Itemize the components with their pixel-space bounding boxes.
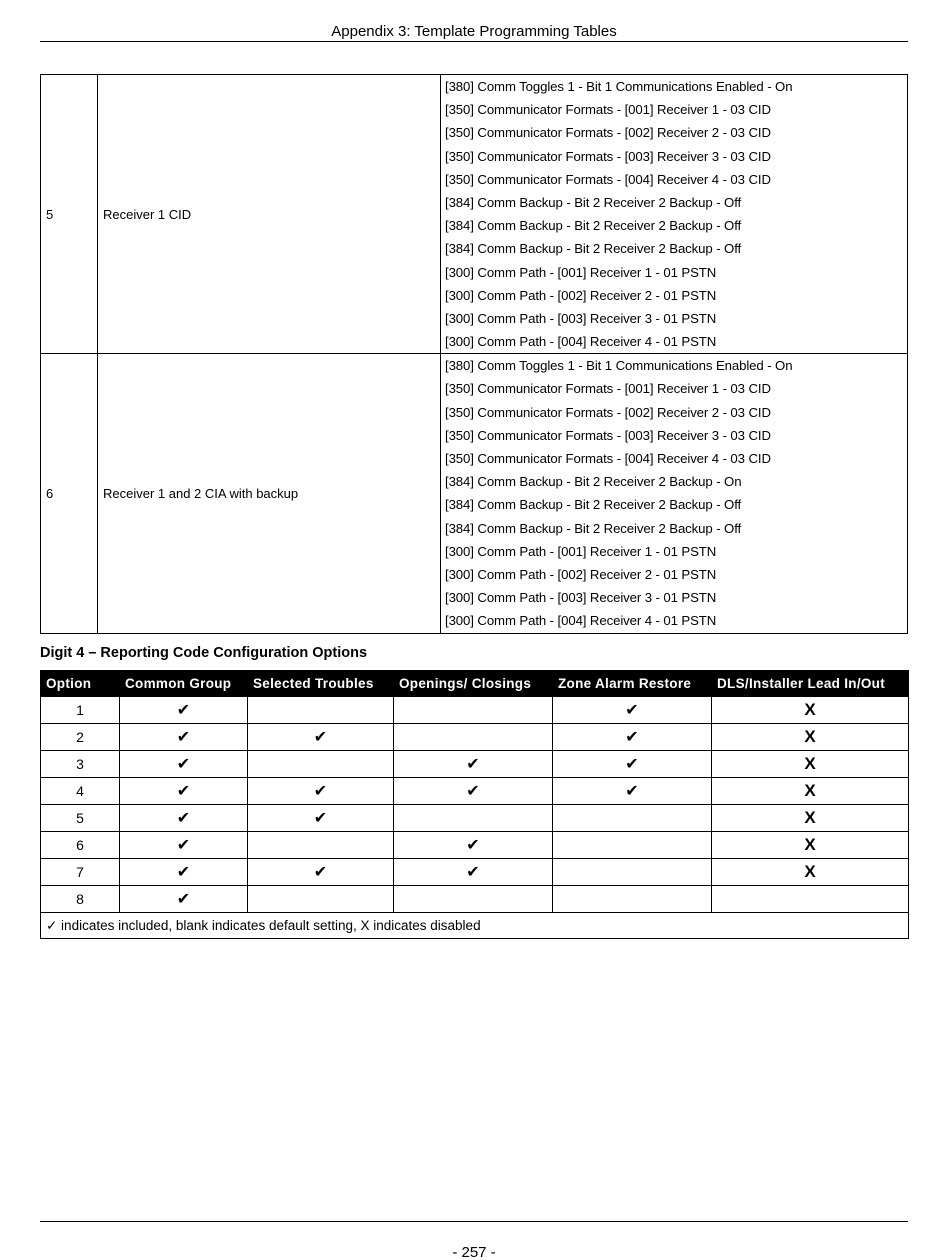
- setting-line: [300] Comm Path - [003] Receiver 3 - 01 PSTN: [445, 590, 717, 606]
- dls-installer-cell: X: [712, 778, 909, 805]
- dls-installer-cell: X: [712, 724, 909, 751]
- selected-troubles-cell: [248, 832, 394, 859]
- zone-alarm-restore-cell: [553, 805, 712, 832]
- setting-line: [384] Comm Backup - Bit 2 Receiver 2 Backup - Off: [445, 241, 742, 257]
- setting-line: [350] Communicator Formats - [003] Receiver 3 - 03 CID: [445, 427, 771, 443]
- dls-installer-cell: [712, 886, 909, 913]
- options-row: [41, 832, 909, 859]
- setting-line: [300] Comm Path - [002] Receiver 2 - 01 PSTN: [445, 287, 717, 303]
- option-number: 7: [41, 859, 120, 886]
- common-group-cell: ✔: [120, 886, 248, 913]
- dls-installer-cell: X: [712, 805, 909, 832]
- options-row: [41, 778, 909, 805]
- setting-line: [380] Comm Toggles 1 - Bit 1 Communications Enabled - On: [445, 358, 793, 374]
- setting-line: [300] Comm Path - [001] Receiver 1 - 01 PSTN: [445, 264, 717, 280]
- setting-line: [350] Communicator Formats - [002] Receiver 2 - 03 CID: [445, 404, 771, 420]
- selected-troubles-cell: [248, 697, 394, 724]
- options-row: [41, 805, 909, 832]
- setting-line: [384] Comm Backup - Bit 2 Receiver 2 Backup - Off: [445, 497, 742, 513]
- option-number: 8: [41, 886, 120, 913]
- template-programming-table: [40, 74, 908, 634]
- column-header-selected-troubles: Selected Troubles: [248, 671, 394, 697]
- zone-alarm-restore-cell: [553, 832, 712, 859]
- openings-closings-cell: [394, 724, 553, 751]
- common-group-cell: ✔: [120, 697, 248, 724]
- zone-alarm-restore-cell: ✔: [553, 697, 712, 724]
- selected-troubles-cell: ✔: [248, 805, 394, 832]
- setting-line: [384] Comm Backup - Bit 2 Receiver 2 Backup - Off: [445, 218, 742, 234]
- column-header-dls-installer: DLS/Installer Lead In/Out: [712, 671, 909, 697]
- option-number: 3: [41, 751, 120, 778]
- openings-closings-cell: ✔: [394, 832, 553, 859]
- openings-closings-cell: [394, 805, 553, 832]
- setting-line: [384] Comm Backup - Bit 2 Receiver 2 Backup - On: [445, 474, 742, 490]
- option-number: 6: [41, 832, 120, 859]
- options-row: [41, 751, 909, 778]
- setting-line: [350] Communicator Formats - [002] Receiver 2 - 03 CID: [445, 125, 771, 141]
- template-settings: [441, 75, 908, 354]
- column-header-openings-closings: Openings/ Closings: [394, 671, 553, 697]
- dls-installer-cell: X: [712, 751, 909, 778]
- common-group-cell: ✔: [120, 778, 248, 805]
- template-number: 5: [41, 75, 98, 354]
- setting-line: [384] Comm Backup - Bit 2 Receiver 2 Backup - Off: [445, 520, 742, 536]
- selected-troubles-cell: [248, 886, 394, 913]
- dls-installer-cell: X: [712, 697, 909, 724]
- zone-alarm-restore-cell: ✔: [553, 778, 712, 805]
- template-row: [41, 75, 908, 354]
- common-group-cell: ✔: [120, 805, 248, 832]
- section-heading: Digit 4 – Reporting Code Configuration Options: [40, 645, 368, 661]
- legend-note: ✓ indicates included, blank indicates default setting, X indicates disabled: [41, 913, 909, 939]
- setting-line: [300] Comm Path - [004] Receiver 4 - 01 PSTN: [445, 334, 717, 350]
- page-number: - 257 -: [452, 1244, 496, 1260]
- zone-alarm-restore-cell: [553, 859, 712, 886]
- setting-line: [300] Comm Path - [001] Receiver 1 - 01 PSTN: [445, 543, 717, 559]
- selected-troubles-cell: ✔: [248, 859, 394, 886]
- option-number: 5: [41, 805, 120, 832]
- template-description: Receiver 1 and 2 CIA with backup: [98, 354, 441, 633]
- selected-troubles-cell: [248, 751, 394, 778]
- footer-divider: [40, 1221, 908, 1222]
- openings-closings-cell: [394, 886, 553, 913]
- setting-line: [300] Comm Path - [002] Receiver 2 - 01 PSTN: [445, 566, 717, 582]
- template-description: Receiver 1 CID: [98, 75, 441, 354]
- common-group-cell: ✔: [120, 751, 248, 778]
- options-row: [41, 724, 909, 751]
- setting-line: [380] Comm Toggles 1 - Bit 1 Communications Enabled - On: [445, 79, 793, 94]
- column-header-zone-alarm-restore: Zone Alarm Restore: [553, 671, 712, 697]
- common-group-cell: ✔: [120, 832, 248, 859]
- dls-installer-cell: X: [712, 832, 909, 859]
- options-row: [41, 697, 909, 724]
- setting-line: [350] Communicator Formats - [003] Receiver 3 - 03 CID: [445, 148, 771, 164]
- common-group-cell: ✔: [120, 859, 248, 886]
- options-header-row: [41, 671, 909, 697]
- openings-closings-cell: ✔: [394, 778, 553, 805]
- option-number: 4: [41, 778, 120, 805]
- column-header-common-group: Common Group: [120, 671, 248, 697]
- template-number: 6: [41, 354, 98, 633]
- openings-closings-cell: ✔: [394, 751, 553, 778]
- openings-closings-cell: [394, 697, 553, 724]
- setting-line: [300] Comm Path - [003] Receiver 3 - 01 PSTN: [445, 310, 717, 326]
- zone-alarm-restore-cell: [553, 886, 712, 913]
- template-settings: [441, 354, 908, 633]
- setting-line: [350] Communicator Formats - [001] Receiver 1 - 03 CID: [445, 381, 771, 397]
- dls-installer-cell: X: [712, 859, 909, 886]
- setting-line: [350] Communicator Formats - [004] Receiver 4 - 03 CID: [445, 171, 771, 187]
- common-group-cell: ✔: [120, 724, 248, 751]
- zone-alarm-restore-cell: ✔: [553, 724, 712, 751]
- setting-line: [350] Communicator Formats - [001] Receiver 1 - 03 CID: [445, 102, 771, 118]
- setting-line: [300] Comm Path - [004] Receiver 4 - 01 PSTN: [445, 613, 717, 629]
- option-number: 2: [41, 724, 120, 751]
- legend-row: [41, 913, 909, 939]
- selected-troubles-cell: ✔: [248, 724, 394, 751]
- template-row: [41, 354, 908, 633]
- option-number: 1: [41, 697, 120, 724]
- column-header-option: Option: [41, 671, 120, 697]
- options-row: [41, 886, 909, 913]
- page-header-title: Appendix 3: Template Programming Tables: [331, 23, 617, 40]
- setting-line: [384] Comm Backup - Bit 2 Receiver 2 Backup - Off: [445, 194, 742, 210]
- openings-closings-cell: ✔: [394, 859, 553, 886]
- setting-line: [350] Communicator Formats - [004] Receiver 4 - 03 CID: [445, 451, 771, 466]
- selected-troubles-cell: ✔: [248, 778, 394, 805]
- options-row: [41, 859, 909, 886]
- reporting-code-options-table: [40, 670, 909, 939]
- zone-alarm-restore-cell: ✔: [553, 751, 712, 778]
- header-divider: [40, 41, 908, 42]
